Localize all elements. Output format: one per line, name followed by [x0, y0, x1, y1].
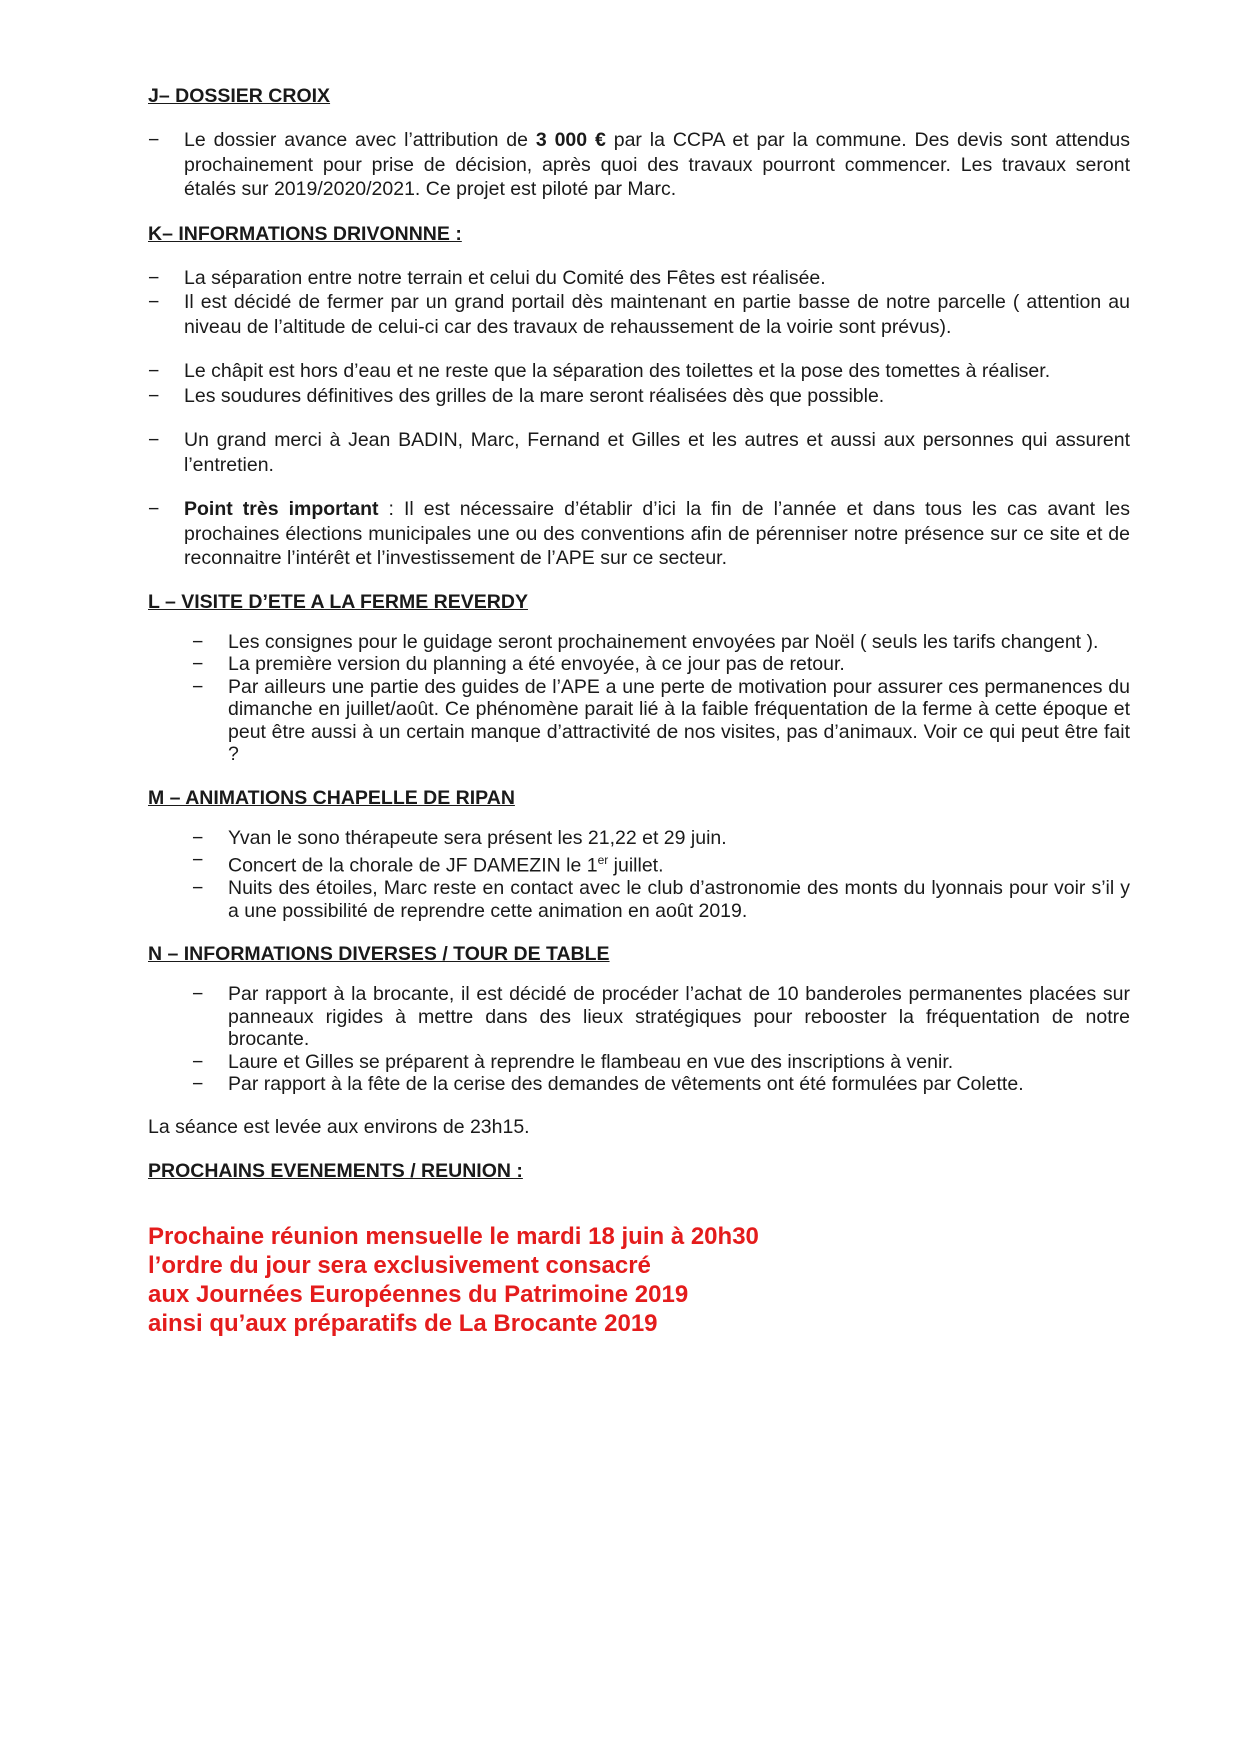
notice-line: ainsi qu’aux préparatifs de La Brocante 2019: [148, 1309, 658, 1337]
list-item: − Nuits des étoiles, Marc reste en contact avec le club d’astronomie des monts du lyonnais pour voir s’il y a une possibilité de reprendre cette animation en août 2019.: [192, 877, 1130, 922]
list-item: − Yvan le sono thérapeute sera présent les 21,22 et 29 juin.: [192, 826, 727, 849]
section-k-heading: K– INFORMATIONS DRIVONNNE :: [148, 222, 462, 245]
list-item: − Concert de la chorale de JF DAMEZIN le 1er juillet.: [192, 849, 664, 877]
list-item: − La séparation entre notre terrain et celui du Comité des Fêtes est réalisée.: [148, 266, 826, 289]
next-events-heading: PROCHAINS EVENEMENTS / REUNION :: [148, 1159, 523, 1182]
list-item: − Par ailleurs une partie des guides de l’APE a une perte de motivation pour assurer ces permanences du dimanche en juillet/août. Ce phénomène parait lié à la faible fréquentation de la ferme à cette époque et peut être aussi à un certain manque d’attractivité de nos visites, pas d’animaux. Voir ce qui peut être fait ?: [192, 675, 1130, 765]
closing-text: La séance est levée aux environs de 23h15.: [148, 1115, 530, 1138]
list-item: − La première version du planning a été envoyée, à ce jour pas de retour.: [192, 653, 845, 675]
list-item: − Par rapport à la brocante, il est décidé de procéder l’achat de 10 banderoles permanentes placées sur panneaux rigides à mettre dans des lieux stratégiques pour rebooster la fréquentation de notre brocante.: [192, 983, 1130, 1050]
section-l-list: [148, 631, 1130, 766]
section-n-list: [148, 983, 1130, 1096]
section-k-list-b: [148, 359, 1130, 408]
section-j-heading: J– DOSSIER CROIX: [148, 85, 331, 107]
next-meeting-notice: [148, 1222, 1130, 1338]
notice-line: Prochaine réunion mensuelle le mardi 18 juin à 20h30: [148, 1222, 759, 1250]
section-k-list-c: [148, 428, 1130, 477]
list-item: − Laure et Gilles se préparent à reprendre le flambeau en vue des inscriptions à venir.: [192, 1050, 954, 1073]
document-page: [148, 84, 1130, 1338]
bullet-dash: −: [148, 129, 160, 151]
notice-line: l’ordre du jour sera exclusivement consacré: [148, 1251, 651, 1279]
list-item: − Il est décidé de fermer par un grand portail dès maintenant en partie basse de notre parcelle ( attention au niveau de l’altitude de celui-ci car des travaux de rehaussement de la voirie sont prévus).: [148, 291, 1130, 338]
section-m-list: [148, 827, 1130, 923]
list-item: − Le châpit est hors d’eau et ne reste que la séparation des toilettes et la pose des tomettes à réaliser.: [148, 360, 1051, 382]
list-item: − Les consignes pour le guidage seront prochainement envoyées par Noël ( seuls les tarifs changent ).: [192, 630, 1099, 653]
section-j-list: [148, 128, 1130, 202]
section-m-heading: M – ANIMATIONS CHAPELLE DE RIPAN: [148, 786, 515, 809]
section-l-heading: L – VISITE D’ETE A LA FERME REVERDY: [148, 590, 528, 613]
list-item: − Par rapport à la fête de la cerise des demandes de vêtements ont été formulées par Colette.: [192, 1073, 1024, 1095]
notice-line: aux Journées Européennes du Patrimoine 2019: [148, 1280, 689, 1308]
list-item: − Le dossier avance avec l’attribution de 3 000 € par la CCPA et par la commune. Des devis sont attendus prochainement pour prise de décision, après quoi des travaux pourront commencer. Les travaux seront étalés sur 2019/2020/2021. Ce projet est piloté par Marc.: [148, 129, 1131, 200]
list-item: − Un grand merci à Jean BADIN, Marc, Fernand et Gilles et les autres et aussi aux personnes qui assurent l’entretien.: [148, 429, 1130, 476]
section-n-heading: N – INFORMATIONS DIVERSES / TOUR DE TABLE: [148, 943, 610, 965]
list-item: − Les soudures définitives des grilles de la mare seront réalisées dès que possible.: [148, 384, 885, 407]
section-k-important: [148, 497, 1130, 571]
list-item: − Point très important : Il est nécessaire d’établir d’ici la fin de l’année et dans tous les cas avant les prochaines élections municipales une ou des conventions afin de pérenniser notre présence sur ce site et de reconnaitre l’intérêt et l’investissement de l’APE sur ce secteur.: [148, 498, 1130, 569]
section-k-list-a: [148, 266, 1130, 340]
